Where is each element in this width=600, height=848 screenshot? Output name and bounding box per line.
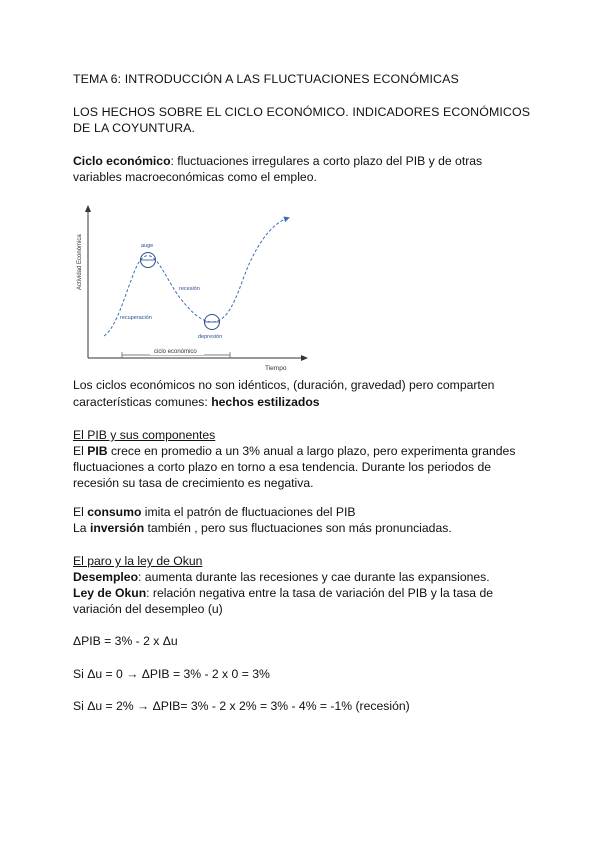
section-subtitle-line1: LOS HECHOS SOBRE EL CICLO ECONÓMICO. INDICADORES ECONÓMICOS [73, 105, 531, 119]
label-ciclo-economico: ciclo económico [154, 349, 197, 355]
x-axis-arrow-icon [301, 355, 308, 361]
pib-prefix: El [73, 444, 88, 458]
ciclo-definition-line2: variables macroeconómicas como el empleo. [73, 170, 317, 184]
y-axis-label: Actividad Económica [77, 234, 83, 290]
okun-line2: variación del desempleo (u) [73, 602, 223, 616]
ciclo-term: Ciclo económico [73, 154, 171, 168]
page-title: TEMA 6: INTRODUCCIÓN A LAS FLUCTUACIONES ECONÓMICAS [73, 72, 459, 86]
x-axis-label: Tiempo [265, 365, 287, 372]
okun-example-2: Si Δu = 2% → ΔPIB= 3% - 2 x 2% = 3% - 4% = -1% (recesión) [73, 699, 410, 713]
okun-line1 [73, 586, 493, 602]
desempleo-text: : aumenta durante las recesiones y cae durante las expansiones. [138, 570, 490, 584]
estilizados-line1: Los ciclos económicos no son idénticos, (duración, gravedad) pero comparten [73, 378, 495, 392]
okun-formula: ΔPIB = 3% - 2 x Δu [73, 634, 178, 648]
desempleo-term: Desempleo [73, 570, 139, 584]
inversion-term: inversión [89, 521, 145, 535]
pib-paragraph-line2: fluctuaciones a corto plazo en torno a esa tendencia. Durante los periodos de [73, 460, 492, 474]
okun-heading: El paro y la ley de Okun [73, 554, 203, 568]
label-recesion: recesión [179, 286, 200, 292]
pib-term: PIB [87, 444, 108, 458]
estilizados-term: hechos estilizados [211, 395, 320, 409]
y-axis-arrow-icon [85, 205, 91, 212]
pib-text: crece en promedio a un 3% anual a largo plazo, pero experimenta grandes [107, 444, 516, 458]
section-subtitle-line2: DE LA COYUNTURA. [73, 121, 196, 135]
consumo-prefix: El [73, 505, 88, 519]
pib-paragraph-line3: recesión su tasa de crecimiento es negativa. [73, 476, 314, 490]
ciclo-definition-line1 [73, 154, 482, 170]
label-depresion: depresión [198, 334, 223, 340]
inversion-text: también , pero sus fluctuaciones son más pronunciadas. [144, 521, 452, 535]
pib-paragraph-line1 [73, 444, 515, 460]
estilizados-line2 [73, 395, 320, 411]
business-cycle-diagram [70, 198, 310, 376]
okun-term: Ley de Okun [73, 586, 147, 600]
consumo-term: consumo [87, 505, 142, 519]
inversion-line [73, 521, 452, 537]
desempleo-line [73, 570, 490, 586]
estilizados-prefix: características comunes: [73, 395, 212, 409]
consumo-text: imita el patrón de fluctuaciones del PIB [141, 505, 356, 519]
okun-example-1: Si Δu = 0 → ΔPIB = 3% - 2 x 0 = 3% [73, 667, 270, 681]
pib-heading: El PIB y sus componentes [73, 428, 216, 442]
label-auge: auge [141, 243, 154, 249]
inversion-prefix: La [73, 521, 90, 535]
ciclo-definition-text: : fluctuaciones irregulares a corto plazo del PIB y de otras [170, 154, 483, 168]
okun-text: : relación negativa entre la tasa de variación del PIB y la tasa de [146, 586, 494, 600]
label-recuperacion: recuperación [120, 315, 152, 321]
consumo-line [73, 505, 356, 521]
